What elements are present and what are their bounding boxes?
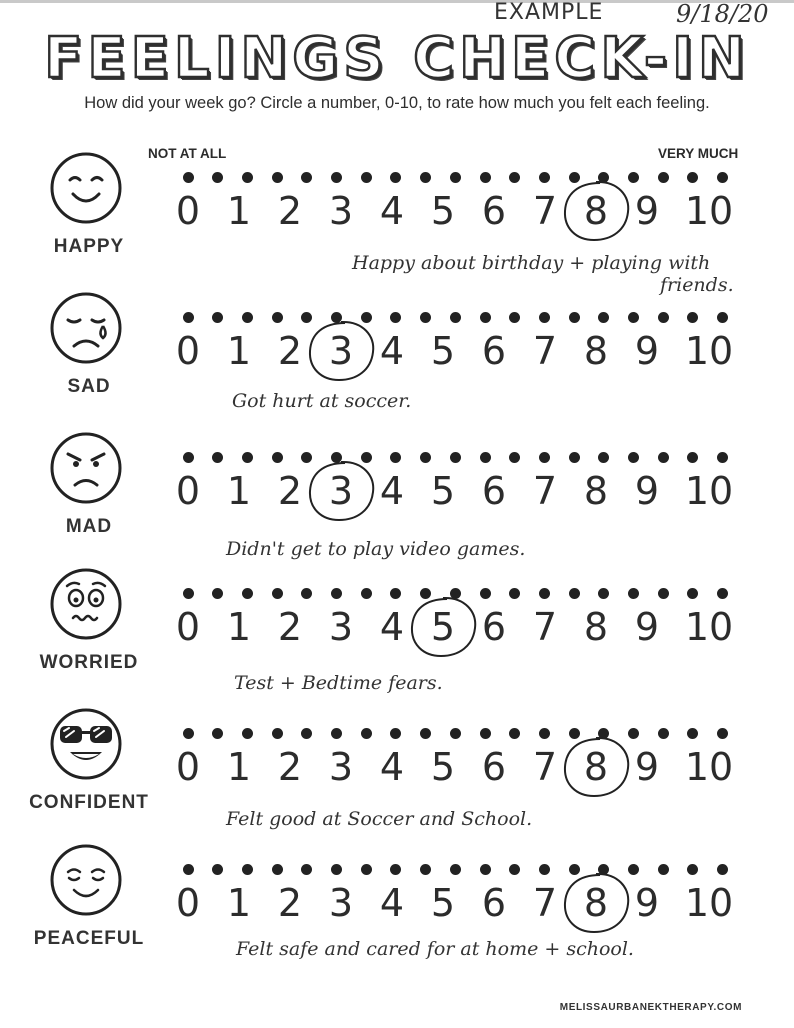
dot [420,452,431,463]
rating-number-4[interactable]: 4 [379,605,405,649]
handwritten-note: Felt safe and cared for at home + school. [236,938,634,960]
rating-number-8[interactable]: 8 [583,469,609,513]
dot [509,864,520,875]
rating-number-8[interactable]: 8 [583,605,609,649]
dot [242,452,253,463]
dot [658,312,669,323]
dot [480,588,491,599]
rating-number-4[interactable]: 4 [379,189,405,233]
rating-number-6[interactable]: 6 [481,745,507,789]
rating-number-4[interactable]: 4 [379,881,405,925]
rating-number-10[interactable]: 10 [684,605,734,649]
feeling-row-worried [0,566,794,706]
dot [539,588,550,599]
feeling-label: MAD [65,516,113,537]
rating-number-7[interactable]: 7 [532,881,558,925]
rating-number-1[interactable]: 1 [226,745,252,789]
dot [390,172,401,183]
dot [717,588,728,599]
dot [539,172,550,183]
dot [509,172,520,183]
dot-line [0,312,794,326]
dot [183,312,194,323]
dot [598,452,609,463]
dot [628,728,639,739]
handwritten-note: Felt good at Soccer and School. [226,808,533,830]
rating-number-7[interactable]: 7 [532,745,558,789]
rating-number-10[interactable]: 10 [684,881,734,925]
dot [539,728,550,739]
dot [361,452,372,463]
rating-number-3[interactable]: 3 [328,745,354,789]
dot [420,172,431,183]
rating-number-5[interactable]: 5 [430,329,456,373]
dot [687,864,698,875]
dot [331,588,342,599]
rating-number-3[interactable]: 3 [328,329,354,373]
rating-number-7[interactable]: 7 [532,329,558,373]
page-title: FEELINGS CHECK-IN [44,26,750,91]
rating-number-4[interactable]: 4 [379,745,405,789]
dot [272,452,283,463]
feeling-label: CONFIDENT [29,792,149,813]
dot [361,728,372,739]
dot [539,312,550,323]
rating-number-6[interactable]: 6 [481,881,507,925]
feeling-label: SAD [67,376,111,397]
rating-number-7[interactable]: 7 [532,469,558,513]
rating-number-5[interactable]: 5 [430,745,456,789]
dot [450,452,461,463]
rating-number-1[interactable]: 1 [226,605,252,649]
rating-number-5[interactable]: 5 [430,189,456,233]
rating-number-9[interactable]: 9 [634,605,660,649]
dot [420,588,431,599]
rating-number-1[interactable]: 1 [226,189,252,233]
dot [183,452,194,463]
rating-number-6[interactable]: 6 [481,329,507,373]
dot [628,452,639,463]
rating-number-10[interactable]: 10 [684,745,734,789]
rating-number-6[interactable]: 6 [481,189,507,233]
dot [598,864,609,875]
dot [658,588,669,599]
dot [539,452,550,463]
dot-line [0,728,794,742]
dot [450,172,461,183]
dot [450,864,461,875]
rating-number-8[interactable]: 8 [583,329,609,373]
rating-number-0[interactable]: 0 [175,605,201,649]
dot [361,172,372,183]
dot [183,864,194,875]
dot [569,864,580,875]
rating-number-0[interactable]: 0 [175,329,201,373]
dot [390,728,401,739]
dot [717,864,728,875]
dot [687,452,698,463]
rating-number-5[interactable]: 5 [430,881,456,925]
dot [420,312,431,323]
dot [598,312,609,323]
top-edge-line [0,0,794,3]
rating-number-9[interactable]: 9 [634,469,660,513]
rating-number-9[interactable]: 9 [634,329,660,373]
dot [212,172,223,183]
peaceful-face-icon [48,842,124,918]
dot [687,728,698,739]
dot [390,588,401,599]
rating-number-8[interactable]: 8 [583,881,609,925]
rating-number-8[interactable]: 8 [583,745,609,789]
dot [212,864,223,875]
rating-number-3[interactable]: 3 [328,189,354,233]
feeling-row-happy [0,150,794,296]
dot [301,588,312,599]
dot [687,172,698,183]
dot [569,172,580,183]
dot [717,728,728,739]
dot [183,172,194,183]
dot [628,312,639,323]
feeling-row-peaceful [0,842,794,982]
dot [301,728,312,739]
feeling-label: PEACEFUL [33,928,145,949]
rating-number-8[interactable]: 8 [583,189,609,233]
dot [569,312,580,323]
dot [480,452,491,463]
dot [301,864,312,875]
rating-number-7[interactable]: 7 [532,605,558,649]
rating-number-2[interactable]: 2 [277,189,303,233]
dot [717,172,728,183]
dot [450,588,461,599]
dot [598,728,609,739]
handwritten-note: Test + Bedtime fears. [234,672,443,694]
dot [628,864,639,875]
dot [272,588,283,599]
dot [272,864,283,875]
dot [242,728,253,739]
dot [242,864,253,875]
dot [301,452,312,463]
worried-face-icon [48,566,124,642]
dot [450,728,461,739]
dot [390,312,401,323]
dot [301,312,312,323]
dot [390,452,401,463]
feeling-row-mad [0,430,794,570]
dot [420,728,431,739]
dot [361,312,372,323]
dot [480,312,491,323]
dot [272,312,283,323]
dot-line [0,864,794,878]
dot [628,172,639,183]
dot [658,172,669,183]
dot [242,588,253,599]
dot [331,312,342,323]
scale-high-label: VERY MUCH [658,146,739,161]
dot [331,172,342,183]
handwritten-note: Got hurt at soccer. [232,390,412,412]
dot [687,588,698,599]
feeling-label: WORRIED [39,652,139,673]
dot [658,864,669,875]
happy-face-icon [48,150,124,226]
rating-number-10[interactable]: 10 [684,189,734,233]
dot [509,728,520,739]
rating-number-2[interactable]: 2 [277,605,303,649]
dot [539,864,550,875]
rating-number-5[interactable]: 5 [430,605,456,649]
dot [420,864,431,875]
rating-number-3[interactable]: 3 [328,605,354,649]
dot-line [0,588,794,602]
handwritten-note: Happy about birthday + playing with [352,252,711,274]
dot [569,728,580,739]
dot [331,728,342,739]
handwritten-note-line2: friends. [660,274,734,296]
dot [598,588,609,599]
dot [569,588,580,599]
instructions: How did your week go? Circle a number, 0-10, to rate how much you felt each feeling. [84,94,710,112]
rating-number-2[interactable]: 2 [277,881,303,925]
mad-face-icon [48,430,124,506]
dot [212,312,223,323]
dot [301,172,312,183]
rating-number-3[interactable]: 3 [328,881,354,925]
dot [212,452,223,463]
feeling-label: HAPPY [53,236,125,257]
dot [628,588,639,599]
dot [183,728,194,739]
handwritten-note: Didn't get to play video games. [226,538,526,560]
dot [242,312,253,323]
rating-number-0[interactable]: 0 [175,469,201,513]
dot [242,172,253,183]
rating-number-1[interactable]: 1 [226,329,252,373]
rating-number-0[interactable]: 0 [175,745,201,789]
footer-website: MELISSAURBANEKTHERAPY.COM [559,1002,742,1013]
rating-number-0[interactable]: 0 [175,189,201,233]
dot [183,588,194,599]
rating-number-9[interactable]: 9 [634,189,660,233]
dot [717,312,728,323]
dot [687,312,698,323]
dot [598,172,609,183]
rating-number-10[interactable]: 10 [684,469,734,513]
rating-number-9[interactable]: 9 [634,745,660,789]
dot [509,312,520,323]
dot [272,728,283,739]
rating-number-7[interactable]: 7 [532,189,558,233]
rating-number-1[interactable]: 1 [226,469,252,513]
dot [509,588,520,599]
dot [331,452,342,463]
handwritten-example-label: EXAMPLE [494,0,604,25]
dot [390,864,401,875]
rating-number-2[interactable]: 2 [277,469,303,513]
dot [480,172,491,183]
dot [331,864,342,875]
dot-line [0,452,794,466]
rating-number-2[interactable]: 2 [277,329,303,373]
rating-number-6[interactable]: 6 [481,469,507,513]
rating-number-2[interactable]: 2 [277,745,303,789]
confident-face-icon [48,706,124,782]
rating-number-4[interactable]: 4 [379,469,405,513]
dot [658,728,669,739]
rating-number-10[interactable]: 10 [684,329,734,373]
dot [717,452,728,463]
dot [450,312,461,323]
rating-number-9[interactable]: 9 [634,881,660,925]
scale-low-label: NOT AT ALL [148,146,227,161]
feeling-row-confident [0,706,794,846]
dot [480,728,491,739]
rating-number-5[interactable]: 5 [430,469,456,513]
dot [212,588,223,599]
dot [480,864,491,875]
feeling-row-sad [0,290,794,430]
dot [272,172,283,183]
rating-number-1[interactable]: 1 [226,881,252,925]
dot [212,728,223,739]
dot [361,588,372,599]
sad-face-icon [48,290,124,366]
rating-number-6[interactable]: 6 [481,605,507,649]
dot-line [0,172,794,186]
dot [569,452,580,463]
dot [361,864,372,875]
handwritten-date: 9/18/20 [676,0,769,28]
rating-number-3[interactable]: 3 [328,469,354,513]
dot [509,452,520,463]
dot [658,452,669,463]
rating-number-4[interactable]: 4 [379,329,405,373]
rating-number-0[interactable]: 0 [175,881,201,925]
